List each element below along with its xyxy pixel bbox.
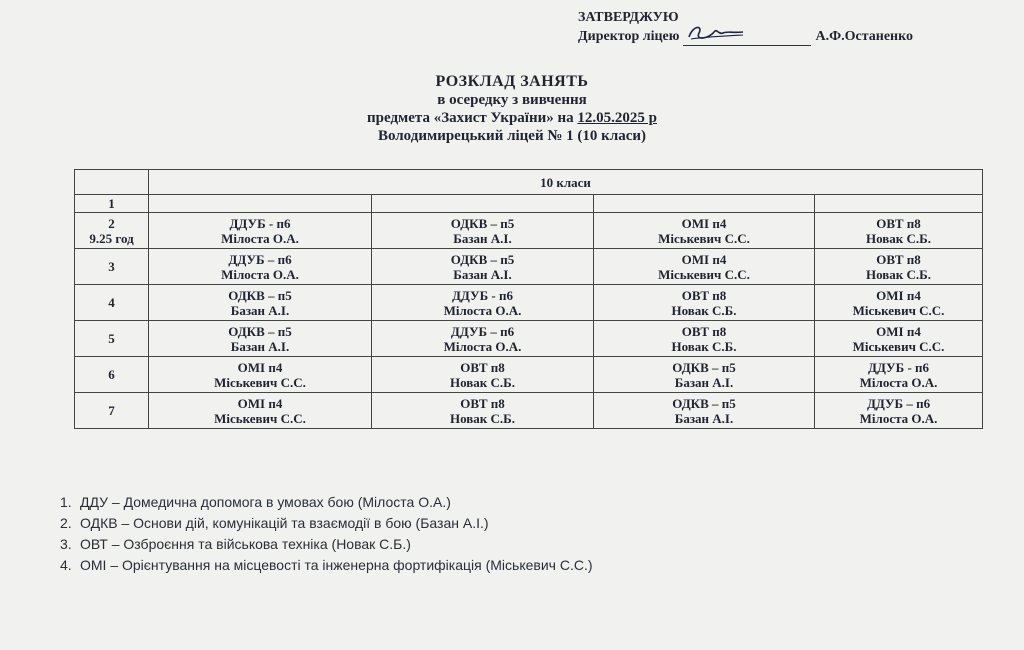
lesson-teacher: Міськевич С.С. — [852, 302, 945, 318]
schedule-cell — [815, 393, 983, 429]
lesson-subject: ДДУБ – п6 — [450, 323, 515, 339]
table-row — [75, 285, 983, 321]
schedule-cell — [815, 195, 983, 213]
lesson-teacher: Мілоста О.А. — [221, 230, 299, 246]
period-number: 4 — [75, 285, 149, 321]
period-number: 3 — [75, 249, 149, 285]
lesson-teacher: Базан А.І. — [674, 374, 734, 390]
lesson-teacher: Базан А.І. — [230, 338, 290, 354]
period-number: 6 — [75, 357, 149, 393]
period-number: 1 — [75, 195, 149, 213]
schedule-cell — [149, 285, 372, 321]
schedule-cell — [594, 321, 815, 357]
lesson-subject: ОМІ п4 — [681, 215, 727, 231]
schedule-cell — [149, 213, 372, 249]
title-line-2: в осередку з вивчення — [437, 92, 587, 108]
legend-number: 4. — [60, 557, 72, 573]
schedule-cell — [815, 285, 983, 321]
lesson-subject: ДДУБ – п6 — [866, 395, 931, 411]
legend-item — [60, 534, 593, 555]
lesson-subject: ОДКВ – п5 — [450, 251, 515, 267]
legend-text: ОВТ – Озброєння та військова техніка (Новак С.Б.) — [80, 536, 411, 552]
lesson-subject: ДДУБ - п6 — [451, 287, 513, 303]
legend-number: 2. — [60, 515, 72, 531]
table-row — [75, 393, 983, 429]
lesson-teacher: Новак С.Б. — [449, 374, 516, 390]
legend-item — [60, 492, 593, 513]
subject-legend — [60, 492, 593, 576]
signature-line — [683, 29, 811, 46]
lesson-teacher: Мілоста О.А. — [443, 338, 522, 354]
title-heading: РОЗКЛАД ЗАНЯТЬ — [435, 73, 589, 90]
legend-text: ДДУ – Домедична допомога в умовах бою (Мілоста О.А.) — [80, 494, 451, 510]
period-cell — [75, 213, 149, 249]
lesson-teacher: Мілоста О.А. — [859, 410, 938, 426]
table-row — [75, 249, 983, 285]
period-number: 2 — [108, 215, 115, 231]
lesson-teacher: Міськевич С.С. — [658, 266, 750, 282]
schedule-cell — [372, 321, 594, 357]
title-line-3-prefix: предмета «Захист України» на — [367, 110, 578, 126]
schedule-cell — [594, 213, 815, 249]
lesson-subject: ОВТ п8 — [681, 323, 727, 339]
schedule-cell — [372, 195, 594, 213]
lesson-subject: ОМІ п4 — [876, 287, 921, 303]
schedule-cell — [594, 393, 815, 429]
lesson-subject: ОДКВ – п5 — [672, 359, 736, 375]
lesson-teacher: Мілоста О.А. — [443, 302, 522, 318]
lesson-subject: ОМІ п4 — [237, 395, 283, 411]
schedule-table — [74, 169, 983, 429]
approval-heading: ЗАТВЕРДЖУЮ — [578, 10, 679, 25]
legend-item — [60, 555, 593, 576]
lesson-subject: ОДКВ – п5 — [228, 323, 292, 339]
lesson-subject: ОДКВ – п5 — [672, 395, 736, 411]
table-row — [75, 195, 983, 213]
lesson-teacher: Новак С.Б. — [671, 338, 737, 354]
lesson-teacher: Міськевич С.С. — [214, 410, 306, 426]
table-header-row — [75, 170, 983, 195]
class-header: 10 класи — [149, 170, 983, 195]
director-position: Директор ліцею — [578, 29, 680, 44]
period-number: 7 — [75, 393, 149, 429]
lesson-teacher: Міськевич С.С. — [658, 230, 750, 246]
schedule-cell — [149, 357, 372, 393]
legend-item — [60, 513, 593, 534]
schedule-cell — [372, 213, 594, 249]
signature-icon — [685, 21, 745, 45]
lesson-subject: ОВТ п8 — [681, 287, 727, 303]
lesson-subject: ДДУБ – п6 — [228, 251, 292, 267]
schedule-cell — [594, 249, 815, 285]
title-line-4: Володимирецький ліцей № 1 (10 класи) — [377, 128, 647, 144]
schedule-cell — [372, 357, 594, 393]
table-row — [75, 213, 983, 249]
schedule-cell — [149, 393, 372, 429]
schedule-cell — [149, 321, 372, 357]
title-line-3 — [0, 109, 1024, 127]
approval-block — [578, 8, 978, 46]
lesson-subject: ОВТ п8 — [876, 215, 921, 231]
lesson-teacher: Мілоста О.А. — [859, 374, 938, 390]
lesson-subject: ОМІ п4 — [876, 323, 921, 339]
legend-number: 1. — [60, 494, 72, 510]
lesson-teacher: Базан А.І. — [674, 410, 734, 426]
lesson-teacher: Міськевич С.С. — [214, 374, 306, 390]
lesson-teacher: Новак С.Б. — [671, 302, 737, 318]
schedule-cell — [149, 249, 372, 285]
legend-number: 3. — [60, 536, 72, 552]
schedule-cell — [372, 249, 594, 285]
lesson-subject: ОМІ п4 — [237, 359, 283, 375]
lesson-subject: ОМІ п4 — [681, 251, 727, 267]
approval-signature-row — [578, 27, 978, 46]
lesson-subject: ОДКВ – п5 — [228, 287, 292, 303]
header-empty-cell — [75, 170, 149, 195]
lesson-subject: ОДКВ – п5 — [450, 215, 515, 231]
schedule-cell — [149, 195, 372, 213]
lesson-teacher: Новак С.Б. — [449, 410, 516, 426]
lesson-teacher: Новак С.Б. — [866, 230, 932, 246]
schedule-cell — [594, 195, 815, 213]
schedule-cell — [372, 285, 594, 321]
schedule-cell — [815, 357, 983, 393]
lesson-subject: ДДУБ - п6 — [229, 215, 291, 231]
schedule-cell — [594, 285, 815, 321]
period-number: 5 — [75, 321, 149, 357]
schedule-cell — [815, 321, 983, 357]
schedule-cell — [372, 393, 594, 429]
table-row — [75, 321, 983, 357]
lesson-subject: ОВТ п8 — [876, 251, 921, 267]
schedule-date: 12.05.2025 р — [577, 110, 657, 126]
document-title — [0, 73, 1024, 145]
director-name: А.Ф.Останенко — [815, 29, 913, 44]
schedule-cell — [815, 213, 983, 249]
legend-text: ОДКВ – Основи дій, комунікацій та взаємодії в бою (Базан А.І.) — [80, 515, 489, 531]
lesson-teacher: Базан А.І. — [230, 302, 290, 318]
lesson-teacher: Міськевич С.С. — [852, 338, 945, 354]
lesson-teacher: Новак С.Б. — [866, 266, 932, 282]
lesson-teacher: Базан А.І. — [453, 266, 512, 282]
schedule-cell — [815, 249, 983, 285]
lesson-subject: ОВТ п8 — [460, 359, 505, 375]
lesson-subject: ОВТ п8 — [460, 395, 505, 411]
lesson-teacher: Базан А.І. — [453, 230, 512, 246]
lesson-teacher: Мілоста О.А. — [221, 266, 299, 282]
period-time: 9.25 год — [89, 230, 134, 246]
table-row — [75, 357, 983, 393]
lesson-subject: ДДУБ - п6 — [868, 359, 930, 375]
legend-text: ОМІ – Орієнтування на місцевості та інженерна фортифікація (Міськевич С.С.) — [80, 557, 593, 573]
schedule-cell — [594, 357, 815, 393]
